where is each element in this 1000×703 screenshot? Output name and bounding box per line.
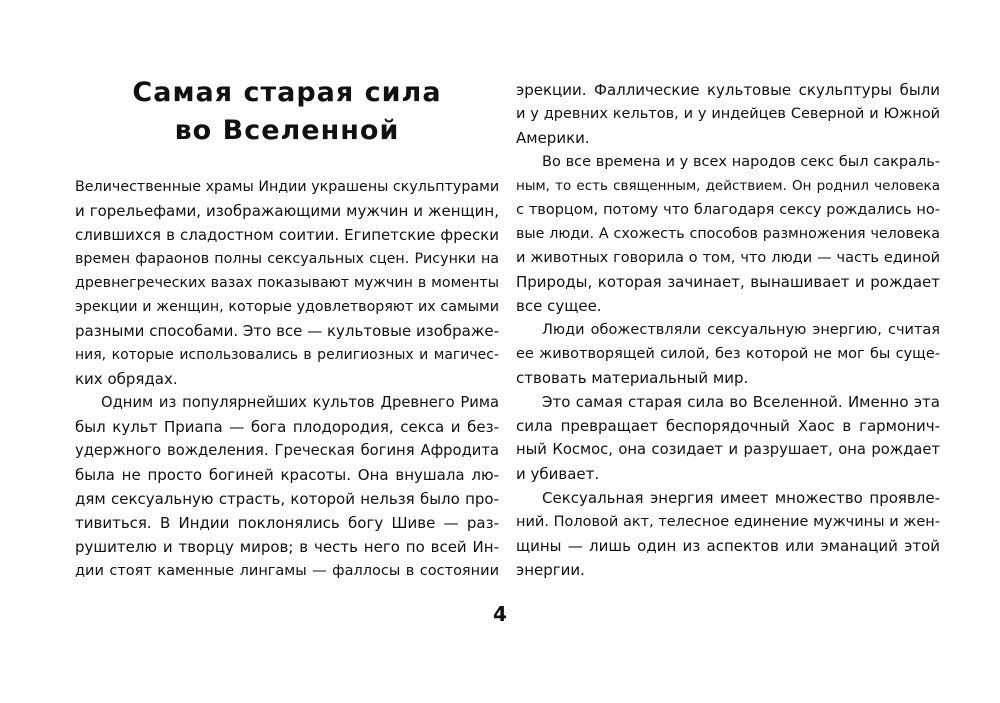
text-line: ее животворящей силой, без которой не мог бы суще- xyxy=(516,346,940,362)
text-line: вые люди. А схожесть способов размножения человека xyxy=(516,226,940,242)
text-line: был культ Приапа — бога плодородия, секса и без- xyxy=(75,418,499,436)
text-line: и убивает. xyxy=(516,465,600,483)
text-line: и животных говорила о том, что люди — часть единой xyxy=(516,250,940,266)
right-text-column xyxy=(516,78,940,582)
text-line: разными способами. Это все — культовые изображе- xyxy=(75,322,499,340)
page-number: 4 xyxy=(493,602,507,626)
text-line: эрекции. Фаллические культовые скульптуры были xyxy=(516,81,940,99)
text-line: Одним из популярнейших культов Древнего Рима xyxy=(101,394,499,411)
text-line: Это самая старая сила во Вселенной. Именно эта xyxy=(542,393,940,411)
text-line: Величественные храмы Индии украшены скульптурами xyxy=(75,179,500,195)
text-line: Во все времена и у всех народов секс был сакраль- xyxy=(542,154,940,170)
text-line: дии стоят каменные лингамы — фаллосы в состоянии xyxy=(75,563,499,579)
text-line: все сущее. xyxy=(516,297,602,315)
text-line: слившихся в сладостном соитии. Египетские фрески xyxy=(75,226,499,244)
text-line: ный Космос, она созидает и разрушает, она рождает xyxy=(516,441,940,458)
text-line: древнегреческих вазах показывают мужчин в моменты xyxy=(75,275,499,291)
text-line: Природы, которая зачинает, вынашивает и рождает xyxy=(516,273,940,291)
text-line: энергии. xyxy=(516,561,585,579)
text-line: тивиться. В Индии поклонялись богу Шиве — раз- xyxy=(75,514,499,532)
text-line: и у древних кельтов, и у индейцев Северной и Южной xyxy=(516,106,940,122)
chapter-title-line-1: Самая старая сила xyxy=(132,77,442,108)
text-line: и горельефами, изображающими мужчин и женщин, xyxy=(75,202,499,220)
left-text-column xyxy=(75,175,499,583)
text-line: ния, которые использовались в религиозных и магичес- xyxy=(75,347,499,363)
text-line: с творцом, потому что благодаря сексу рождались но- xyxy=(516,202,940,218)
text-line: Америки. xyxy=(516,129,590,147)
text-line: эрекции и женщин, которые удовлетворяют их самыми xyxy=(75,299,499,315)
text-line: Люди обожествляли сексуальную энергию, считая xyxy=(542,322,940,338)
text-line: дям сексуальную страсть, которой нельзя было про- xyxy=(75,490,499,508)
text-line: времен фараонов полны сексуальных сцен. Рисунки на xyxy=(75,251,499,267)
chapter-title xyxy=(75,74,499,150)
text-line: рушителю и творцу миров; в честь него по всей Ин- xyxy=(75,538,499,556)
text-line: ствовать материальный мир. xyxy=(516,369,749,387)
text-line: ным, то есть священным, действием. Он роднил человека xyxy=(516,178,940,194)
text-line: сила превращает беспорядочный Хаос в гармонич- xyxy=(516,417,940,435)
text-line: была не просто богиней красоты. Она внушала лю- xyxy=(75,466,499,484)
text-line: ких обрядах. xyxy=(75,370,178,388)
text-line: ний. Половой акт, телесное единение мужчины и жен- xyxy=(516,514,940,530)
text-line: удержного вожделения. Греческая богиня Афродита xyxy=(75,442,499,459)
text-line: Сексуальная энергия имеет множество проявле- xyxy=(542,489,940,507)
chapter-title-line-2: во Вселенной xyxy=(174,115,400,146)
text-line: щины — лишь один из аспектов или эманаций этой xyxy=(516,537,940,555)
